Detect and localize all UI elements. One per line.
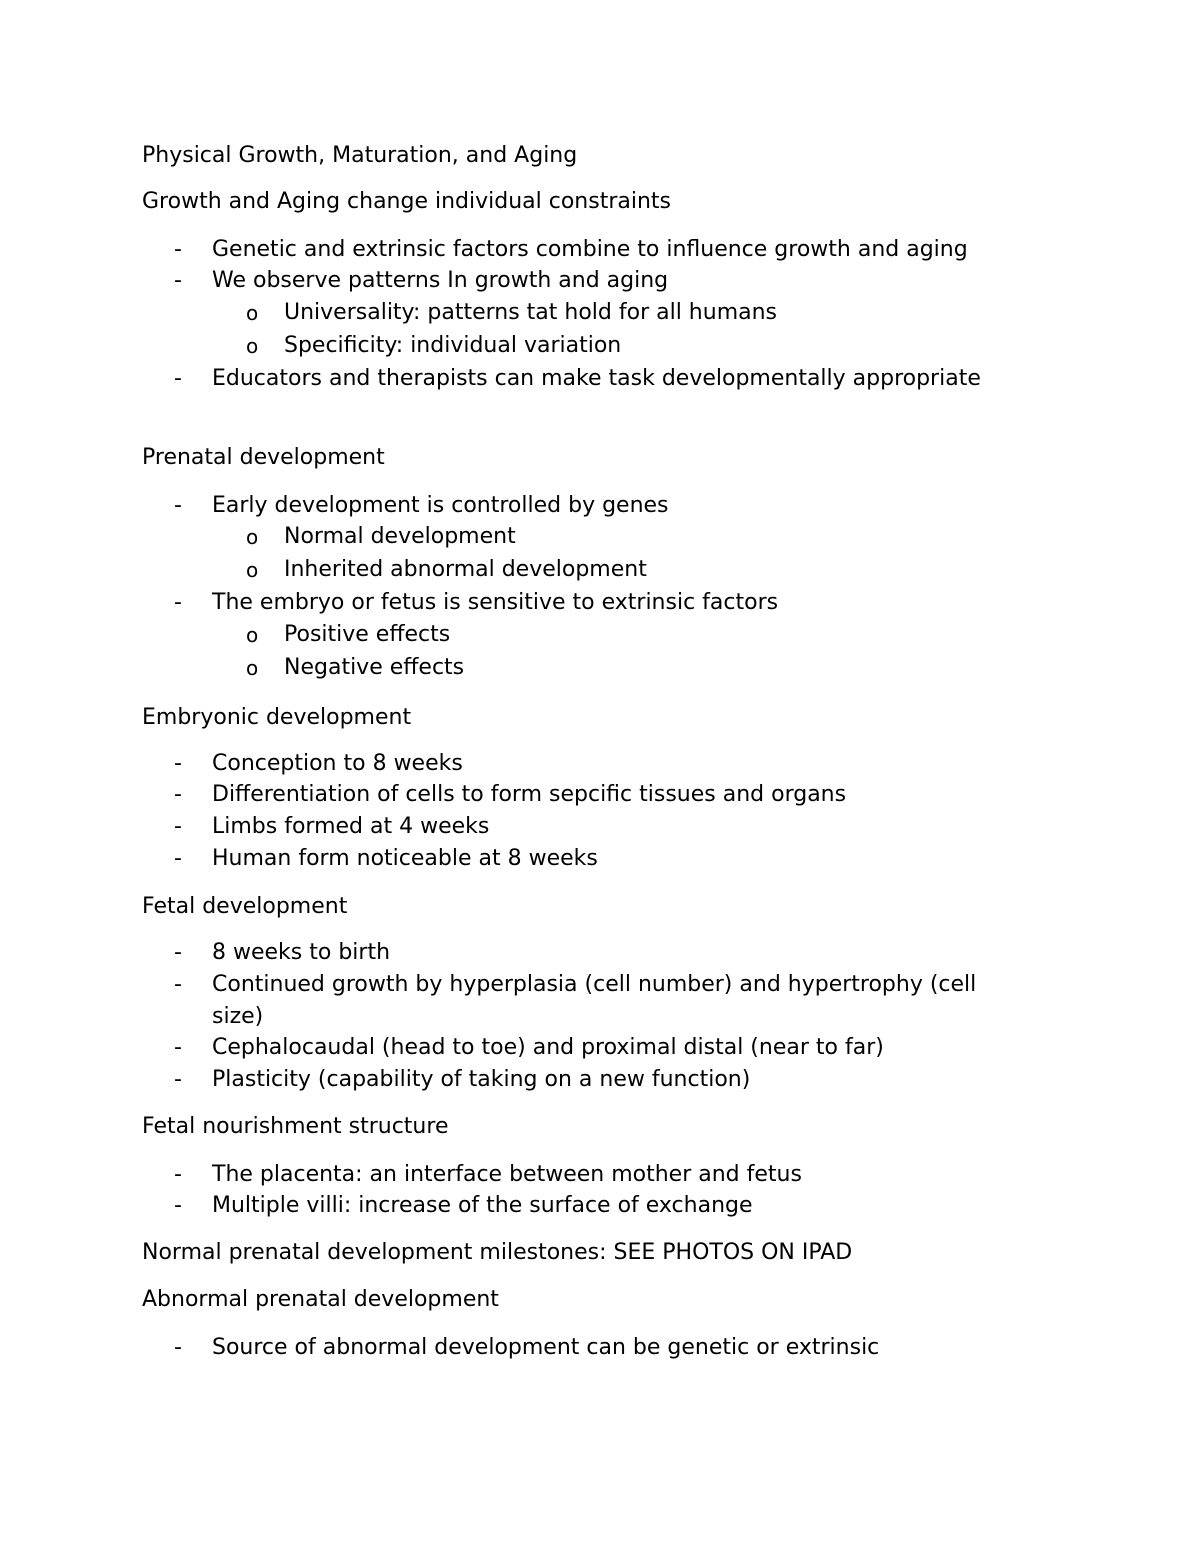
dash-bullet: -	[174, 751, 182, 776]
list-item: Genetic and extrinsic factors combine to influence growth and aging	[212, 237, 968, 262]
dash-bullet: -	[174, 590, 182, 615]
list-item: Limbs formed at 4 weeks	[212, 814, 490, 839]
list-item: 8 weeks to birth	[212, 940, 391, 965]
sub-list-item: Normal development	[284, 524, 516, 549]
sub-list-item: Positive effects	[284, 622, 451, 647]
dash-bullet: -	[174, 1335, 182, 1360]
dash-bullet: -	[174, 782, 182, 807]
sub-list-item: Negative effects	[284, 655, 465, 680]
list-item: Differentiation of cells to form sepcific tissues and organs	[212, 782, 847, 807]
section-heading: Fetal nourishment structure	[142, 1114, 449, 1139]
dash-bullet: -	[174, 1162, 182, 1187]
list-item: Human form noticeable at 8 weeks	[212, 846, 598, 871]
circle-bullet: o	[246, 558, 259, 582]
circle-bullet: o	[246, 623, 259, 647]
dash-bullet: -	[174, 846, 182, 871]
dash-bullet: -	[174, 366, 182, 391]
list-item: Cephalocaudal (head to toe) and proximal distal (near to far)	[212, 1035, 884, 1060]
section-heading: Embryonic development	[142, 705, 412, 730]
section-heading: Prenatal development	[142, 445, 385, 470]
list-item: Continued growth by hyperplasia (cell number) and hypertrophy (cell	[212, 972, 977, 997]
document-title: Physical Growth, Maturation, and Aging	[142, 143, 578, 168]
list-item: Educators and therapists can make task developmentally appropriate	[212, 366, 981, 391]
section-heading: Normal prenatal development milestones: SEE PHOTOS ON IPAD	[142, 1240, 853, 1265]
section-heading: Abnormal prenatal development	[142, 1287, 499, 1312]
list-item: Multiple villi: increase of the surface of exchange	[212, 1193, 753, 1218]
circle-bullet: o	[246, 656, 259, 680]
dash-bullet: -	[174, 493, 182, 518]
dash-bullet: -	[174, 814, 182, 839]
list-item: Plasticity (capability of taking on a new function)	[212, 1067, 751, 1092]
dash-bullet: -	[174, 1193, 182, 1218]
list-item: We observe patterns In growth and aging	[212, 268, 669, 293]
sub-list-item: Specificity: individual variation	[284, 333, 622, 358]
dash-bullet: -	[174, 1067, 182, 1092]
circle-bullet: o	[246, 334, 259, 358]
section-heading: Growth and Aging change individual constraints	[142, 189, 672, 214]
dash-bullet: -	[174, 940, 182, 965]
sub-list-item: Universality: patterns tat hold for all humans	[284, 300, 778, 325]
dash-bullet: -	[174, 268, 182, 293]
list-item: Conception to 8 weeks	[212, 751, 463, 776]
list-item: The embryo or fetus is sensitive to extrinsic factors	[212, 590, 779, 615]
circle-bullet: o	[246, 525, 259, 549]
sub-list-item: Inherited abnormal development	[284, 557, 647, 582]
list-item-continuation: size)	[212, 1004, 264, 1029]
list-item: Early development is controlled by genes	[212, 493, 669, 518]
dash-bullet: -	[174, 972, 182, 997]
list-item: The placenta: an interface between mother and fetus	[212, 1162, 802, 1187]
circle-bullet: o	[246, 301, 259, 325]
list-item: Source of abnormal development can be genetic or extrinsic	[212, 1335, 880, 1360]
section-heading: Fetal development	[142, 894, 348, 919]
dash-bullet: -	[174, 1035, 182, 1060]
dash-bullet: -	[174, 237, 182, 262]
